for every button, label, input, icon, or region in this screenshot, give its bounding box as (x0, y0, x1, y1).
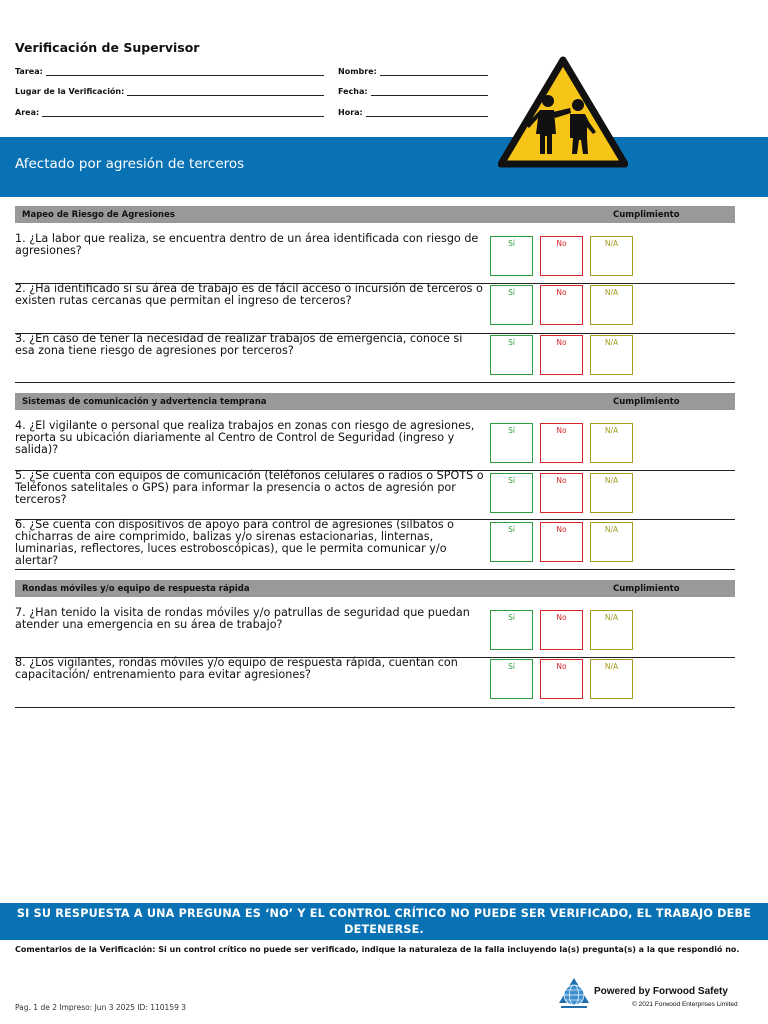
si-checkbox[interactable]: Sí (490, 473, 533, 513)
lugar-label: Lugar de la Verificación: (15, 87, 125, 96)
copyright-text: © 2021 Forwood Enterprises Limited (632, 1001, 738, 1008)
question-row (15, 420, 735, 471)
question-row (15, 470, 735, 520)
si-checkbox[interactable]: Sí (490, 522, 533, 562)
hora-line[interactable] (366, 109, 488, 117)
na-checkbox[interactable]: N/A (590, 335, 633, 375)
no-checkbox[interactable]: No (540, 610, 583, 650)
no-checkbox[interactable]: No (540, 659, 583, 699)
na-checkbox[interactable]: N/A (590, 423, 633, 463)
na-checkbox[interactable]: N/A (590, 659, 633, 699)
na-checkbox[interactable]: N/A (590, 473, 633, 513)
verification-comments-label: Comentarios de la Verificación: Si un control crítico no puede ser verificado, indique la naturaleza de la falla incluyendo la(s) pregunta(s) a la que respondió no. (15, 945, 740, 954)
na-checkbox[interactable]: N/A (590, 236, 633, 276)
area-line[interactable] (42, 109, 324, 117)
section-header-comunicacion (15, 393, 735, 410)
na-checkbox[interactable]: N/A (590, 522, 633, 562)
section-title: Mapeo de Riesgo de Agresiones (22, 209, 175, 220)
tarea-field[interactable] (15, 67, 324, 76)
section-header-rondas (15, 580, 735, 597)
si-checkbox[interactable]: Sí (490, 423, 533, 463)
lugar-field[interactable] (15, 87, 324, 96)
si-checkbox[interactable]: Sí (490, 236, 533, 276)
question-row (15, 333, 735, 383)
na-checkbox[interactable]: N/A (590, 285, 633, 325)
tarea-line[interactable] (46, 68, 324, 76)
no-checkbox[interactable]: No (540, 473, 583, 513)
powered-by-text: Powered by Forwood Safety (594, 986, 728, 997)
question-row (15, 519, 735, 570)
section-title: Rondas móviles y/o equipo de respuesta rápida (22, 583, 250, 594)
no-checkbox[interactable]: No (540, 285, 583, 325)
section-title: Sistemas de comunicación y advertencia temprana (22, 396, 267, 407)
si-checkbox[interactable]: Sí (490, 285, 533, 325)
compliance-label: Cumplimiento (613, 583, 680, 594)
question-row (15, 233, 735, 284)
no-checkbox[interactable]: No (540, 423, 583, 463)
question-text: 2. ¿Ha identificado si su área de trabajo es de fácil acceso o incursión de terceros o existen rutas cercanas que permitan el ingreso de terceros? (15, 282, 483, 307)
no-checkbox[interactable]: No (540, 236, 583, 276)
no-checkbox[interactable]: No (540, 335, 583, 375)
na-checkbox[interactable]: N/A (590, 610, 633, 650)
lugar-line[interactable] (127, 88, 324, 96)
question-text: 7. ¿Han tenido la visita de rondas móviles y/o patrullas de seguridad que puedan atender una emergencia en su área de trabajo? (15, 606, 470, 631)
area-label: Area: (15, 108, 40, 117)
question-text: 5. ¿Se cuenta con equipos de comunicación (teléfonos celulares o radios o SPOTS o Teléfonos satelitales o GPS) para informar la presencia o actos de agresión por terceros? (15, 469, 484, 506)
nombre-line[interactable] (380, 68, 488, 76)
nombre-label: Nombre: (338, 67, 377, 76)
fecha-line[interactable] (371, 88, 488, 96)
question-text: 6. ¿Se cuenta con dispositivos de apoyo para control de agresiones (silbatos o chicharras de aire comprimido, balizas y/o sirenas estacionarias, linternas, luminarias, reflectores, luces estroboscópicas), que le permita comunicar y/o alertar? (15, 518, 454, 567)
question-row (15, 657, 735, 708)
fecha-field[interactable] (338, 87, 488, 96)
question-row (15, 283, 735, 334)
no-checkbox[interactable]: No (540, 522, 583, 562)
nombre-field[interactable] (338, 67, 488, 76)
banner-title: Afectado por agresión de terceros (15, 156, 245, 172)
title-banner (0, 137, 768, 197)
question-text: 3. ¿En caso de tener la necesidad de realizar trabajos de emergencia, conoce si esa zona tiene riesgo de agresiones por terceros? (15, 332, 463, 357)
page-info: Pag. 1 de 2 Impreso: Jun 3 2025 ID: 110159 3 (15, 1003, 187, 1012)
stop-work-notice: SI SU RESPUESTA A UNA PREGUNA ES ‘NO’ Y EL CONTROL CRÍTICO NO PUEDE SER VERIFICADO, EL TRABAJO DEBE DETENERSE. (0, 903, 768, 940)
tarea-label: Tarea: (15, 67, 43, 76)
si-checkbox[interactable]: Sí (490, 659, 533, 699)
question-text: 8. ¿Los vigilantes, rondas móviles y/o equipo de respuesta rápida, cuentan con capacitación/ entrenamiento para evitar agresiones? (15, 656, 458, 681)
aggression-warning-sign-icon (498, 56, 628, 168)
si-checkbox[interactable]: Sí (490, 610, 533, 650)
area-field[interactable] (15, 108, 324, 117)
question-row (15, 607, 735, 658)
hora-label: Hora: (338, 108, 363, 117)
question-text: 1. ¿La labor que realiza, se encuentra dentro de un área identificada con riesgo de agresiones? (15, 232, 479, 257)
fecha-label: Fecha: (338, 87, 368, 96)
si-checkbox[interactable]: Sí (490, 335, 533, 375)
hora-field[interactable] (338, 108, 488, 117)
section-header-mapeo (15, 206, 735, 223)
page-title: Verificación de Supervisor (15, 40, 200, 55)
compliance-label: Cumplimiento (613, 396, 680, 407)
question-text: 4. ¿El vigilante o personal que realiza trabajos en zonas con riesgo de agresiones, reporta su ubicación diariamente al Centro de Control de Seguridad (ingreso y salida)? (15, 419, 475, 456)
forwood-globe-logo-icon (557, 977, 591, 1011)
compliance-label: Cumplimiento (613, 209, 680, 220)
